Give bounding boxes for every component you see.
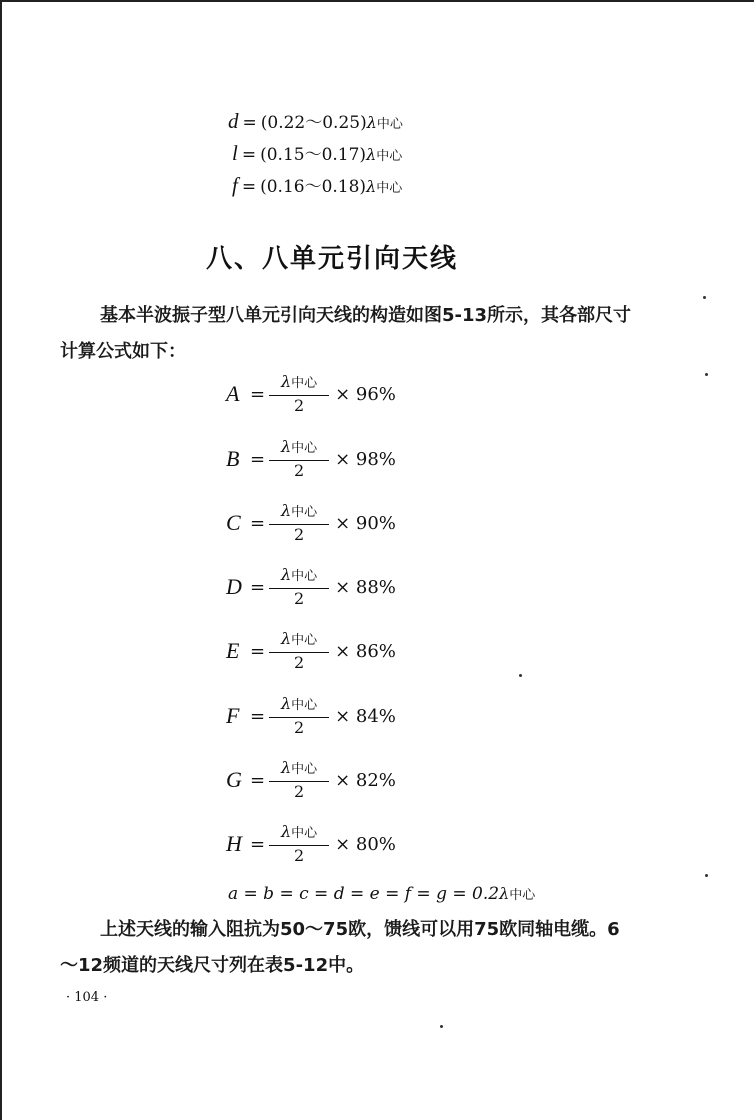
lambda-subscript: 中心 (291, 568, 318, 584)
fraction (269, 502, 329, 545)
equals-sign: = (242, 113, 257, 133)
percentage-factor: × 96% (335, 383, 396, 405)
denominator: 2 (294, 781, 305, 801)
lambda-symbol: λ (281, 757, 292, 777)
numerator (269, 695, 329, 718)
numerator (269, 373, 329, 396)
lambda-symbol: λ (281, 500, 292, 520)
equals-sign: = (250, 448, 266, 470)
formula-f (226, 686, 396, 746)
lambda-symbol: λ (281, 628, 292, 648)
numerator (269, 759, 329, 782)
lambda-symbol: λ (281, 564, 292, 584)
equals-sign: = (250, 769, 266, 791)
lambda-symbol: λ (281, 436, 292, 456)
intro-paragraph: 基本半波振子型八单元引向天线的构造如图5-13所示，其各部尺寸计算公式如下： (60, 305, 632, 362)
fraction (269, 695, 329, 738)
scan-left-edge (0, 0, 2, 1120)
scan-speck (705, 874, 708, 877)
numerator (269, 630, 329, 653)
fraction (269, 759, 329, 802)
lambda-symbol: λ (281, 371, 292, 391)
denominator: 2 (294, 588, 305, 608)
formula-variable: F (226, 703, 240, 728)
percentage-factor: × 84% (335, 705, 396, 727)
denominator: 2 (294, 395, 305, 415)
formula-variable: A (226, 381, 240, 406)
scan-speck (519, 674, 522, 677)
formula-variable: H (226, 831, 242, 856)
denominator: 2 (294, 845, 305, 865)
lambda-subscript: 中心 (291, 632, 318, 648)
numerator (269, 502, 329, 525)
denominator: 2 (294, 652, 305, 672)
lambda-symbol: λ (366, 145, 377, 164)
lambda-subscript: 中心 (291, 825, 318, 841)
numerator (269, 438, 329, 461)
denominator: 2 (294, 717, 305, 737)
denominator: 2 (294, 524, 305, 544)
denominator: 2 (294, 460, 305, 480)
closing-paragraph: 上述天线的输入阻抗为50～75欧，馈线可以用75欧同轴电缆。6 ～12频道的天线尺寸列在表5-12中。 (60, 919, 620, 976)
formula-g (226, 750, 396, 810)
range: (0.15～0.17) (260, 145, 367, 165)
equals-sign: = (250, 833, 266, 855)
equality-text: a = b = c = d = e = f = g = 0.2 (228, 884, 500, 904)
director-spacing-equation (228, 884, 535, 904)
equals-sign: = (241, 145, 257, 165)
dimension-f (232, 172, 402, 198)
variable: d (228, 109, 239, 133)
percentage-factor: × 88% (335, 576, 396, 598)
equals-sign: = (250, 640, 266, 662)
equals-sign: = (250, 512, 266, 534)
percentage-factor: × 82% (335, 769, 396, 791)
lambda-subscript: 中心 (291, 375, 318, 391)
scan-top-edge (0, 0, 754, 2)
fraction (269, 630, 329, 673)
dimension-l (232, 140, 402, 166)
formula-e (226, 621, 396, 681)
lambda-subscript: 中心 (509, 888, 536, 903)
range: (0.22～0.25) (260, 113, 367, 133)
formula-d (226, 557, 396, 617)
lambda-subscript: 中心 (291, 697, 318, 713)
equals-sign: = (250, 705, 266, 727)
numerator (269, 823, 329, 846)
scan-speck (440, 1025, 443, 1028)
formula-variable: C (226, 510, 241, 535)
lambda-symbol: λ (281, 821, 292, 841)
variable: l (232, 141, 238, 165)
numerator (269, 566, 329, 589)
fraction (269, 373, 329, 416)
lambda-symbol: λ (499, 884, 510, 903)
percentage-factor: × 98% (335, 448, 396, 470)
equals-sign: = (250, 383, 266, 405)
fraction (269, 566, 329, 609)
scan-speck (705, 373, 708, 376)
percentage-factor: × 90% (335, 512, 396, 534)
lambda-subscript: 中心 (291, 761, 318, 777)
lambda-subscript: 中心 (376, 117, 403, 132)
equals-sign: = (241, 177, 257, 197)
lambda-subscript: 中心 (291, 440, 318, 456)
formula-variable: B (226, 446, 240, 471)
formula-variable: D (226, 574, 242, 599)
variable: f (232, 173, 238, 197)
dimension-d (228, 108, 403, 134)
lambda-symbol: λ (366, 177, 377, 196)
page-number: · 104 · (66, 990, 108, 1005)
formula-a (226, 364, 396, 424)
lambda-subscript: 中心 (376, 149, 403, 164)
percentage-factor: × 86% (335, 640, 396, 662)
range: (0.16～0.18) (260, 177, 367, 197)
formula-h (226, 814, 396, 874)
formula-variable: G (226, 767, 242, 792)
percentage-factor: × 80% (335, 833, 396, 855)
scan-speck (703, 296, 706, 299)
section-heading: 八、八单元引向天线 (206, 244, 459, 274)
fraction (269, 823, 329, 866)
formula-variable: E (226, 638, 240, 663)
equals-sign: = (250, 576, 266, 598)
fraction (269, 438, 329, 481)
lambda-symbol: λ (366, 113, 377, 132)
formula-b (226, 429, 396, 489)
lambda-subscript: 中心 (376, 181, 403, 196)
lambda-symbol: λ (281, 693, 292, 713)
lambda-subscript: 中心 (291, 504, 318, 520)
formula-c (226, 493, 396, 553)
